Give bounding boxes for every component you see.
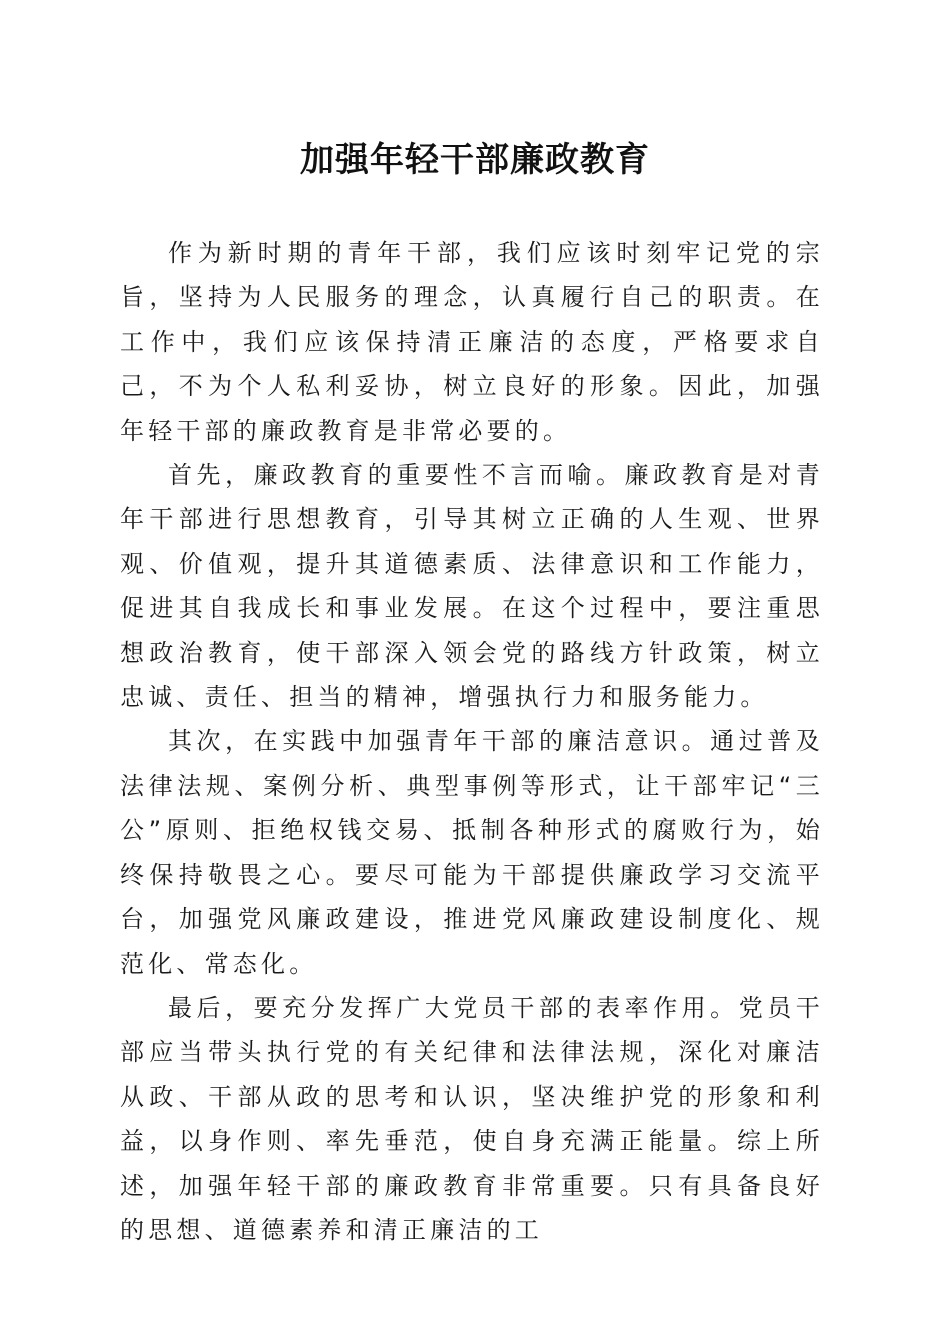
document-body xyxy=(120,231,824,1252)
paragraph-first: 首先，廉政教育的重要性不言而喻。廉政教育是对青年干部进行思想教育，引导其树立正确的人生观、世界观、价值观，提升其道德素质、法律意识和工作能力，促进其自我成长和事业发展。在这个过程中，要注重思想政治教育，使干部深入领会党的路线方针政策，树立忠诚、责任、担当的精神，增强执行力和服务能力。 xyxy=(120,461,824,712)
paragraph-intro: 作为新时期的青年干部，我们应该时刻牢记党的宗旨，坚持为人民服务的理念，认真履行自己的职责。在工作中，我们应该保持清正廉洁的态度，严格要求自己，不为个人私利妥协，树立良好的形象。因此，加强年轻干部的廉政教育是非常必要的。 xyxy=(120,239,824,445)
paragraph-second: 其次，在实践中加强青年干部的廉洁意识。通过普及法律法规、案例分析、典型事例等形式，让干部牢记“三公”原则、拒绝权钱交易、抵制各种形式的腐败行为，始终保持敬畏之心。要尽可能为干部提供廉政学习交流平台，加强党风廉政建设，推进党风廉政建设制度化、规范化、常态化。 xyxy=(120,727,824,978)
paragraph-last: 最后，要充分发挥广大党员干部的表率作用。党员干部应当带头执行党的有关纪律和法律法规，深化对廉洁从政、干部从政的思考和认识，坚决维护党的形象和利益，以身作则、率先垂范，使自身充满正能量。综上所述，加强年轻干部的廉政教育非常重要。只有具备良好的思想、道德素养和清正廉洁的工 xyxy=(120,993,824,1244)
document-title: 加强年轻干部廉政教育 xyxy=(300,140,650,180)
